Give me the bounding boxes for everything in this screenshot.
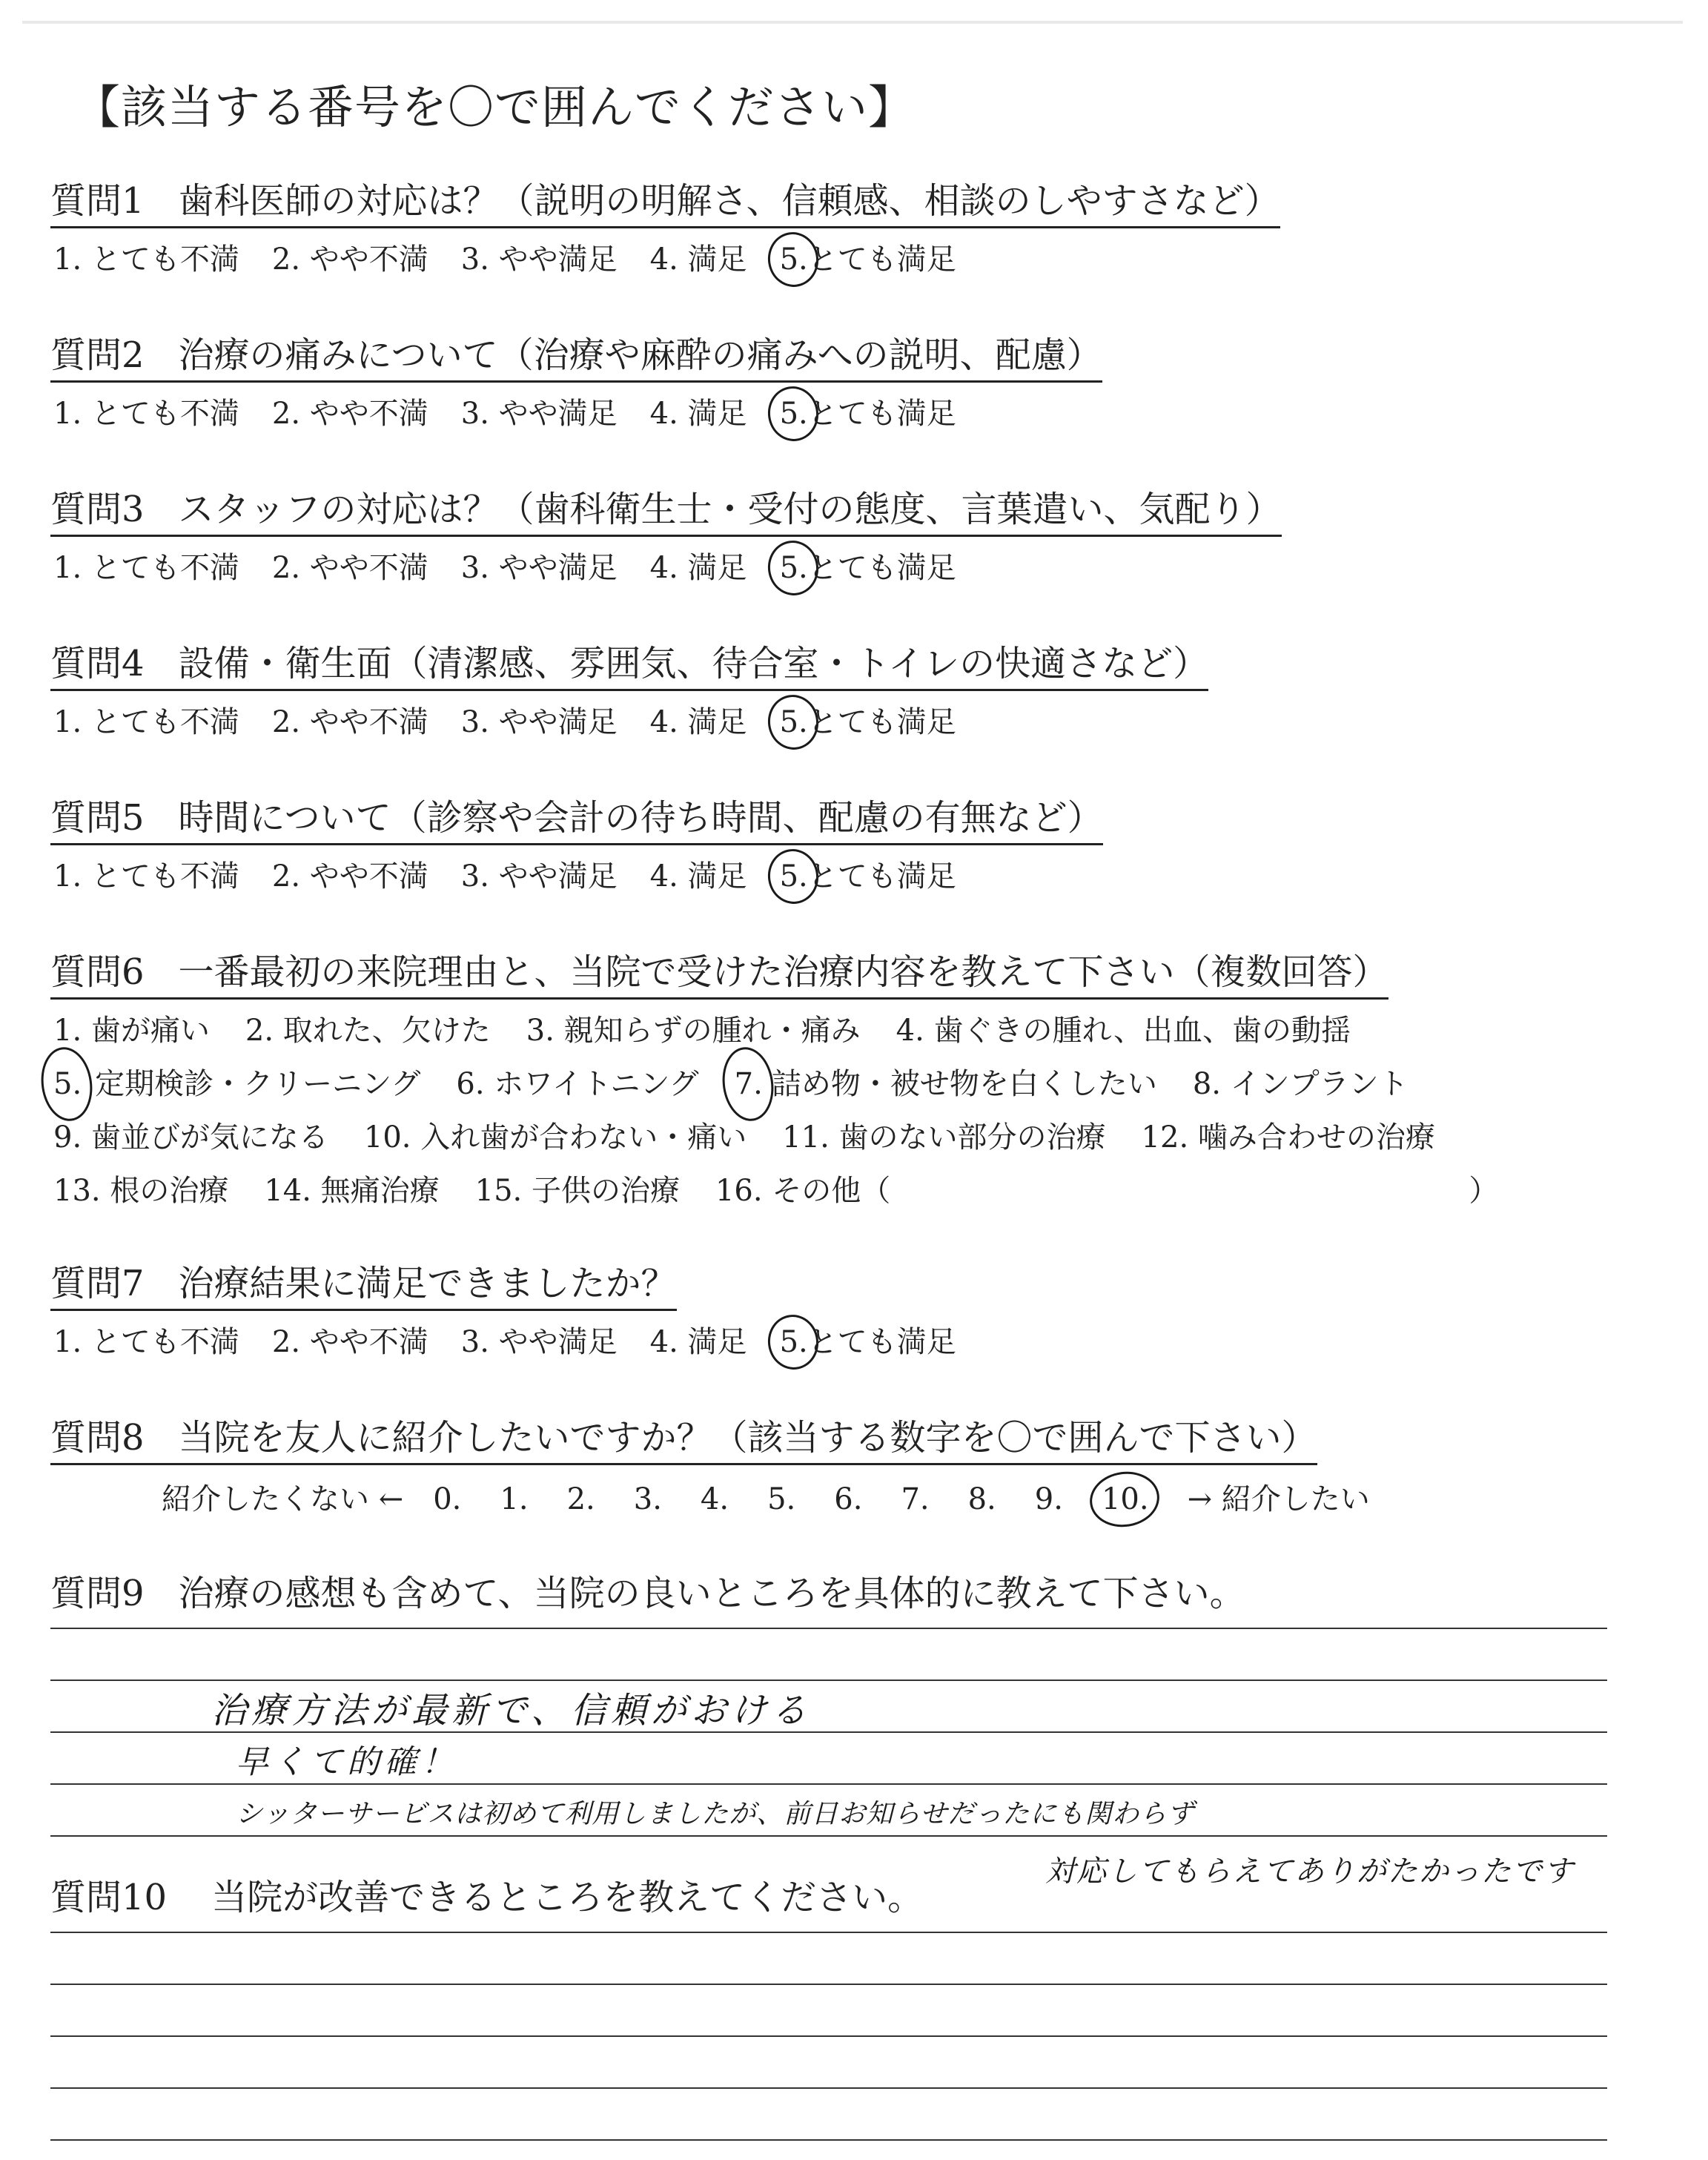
scale-right-label: → 紹介したい [1187,1482,1370,1516]
rating-options [50,390,1102,432]
question-number: 質問1 [50,180,145,222]
question-text: 治療の痛みについて（治療や麻酔の痛みへの説明、配慮） [178,334,1102,376]
question-number: 質問10 [50,1877,168,1918]
question-1 [50,172,1280,278]
reason-row-4 [50,1164,1498,1218]
scale-5[interactable]: 5. [767,1482,796,1516]
option-4[interactable]: 4. 満足 [649,705,747,739]
question-2 [50,326,1102,432]
scale-4[interactable]: 4. [700,1482,729,1516]
option-2[interactable]: 2. やや不満 [271,242,428,277]
scale-3[interactable]: 3. [633,1482,662,1516]
option-3[interactable]: 3. やや満足 [460,859,618,894]
answer-line [50,1628,1607,1629]
question-text: 歯科医師の対応は？（説明の明解さ、信頼感、相談のしやすさなど） [178,180,1280,222]
reason-option[interactable]: 4. 歯ぐきの腫れ、出血、歯の動揺 [896,1014,1351,1048]
option-1[interactable]: 1. とても不満 [53,551,239,585]
reason-option[interactable]: 15. 子供の治療 [474,1174,680,1208]
question-10 [50,1869,923,1923]
answer-line [50,1835,1607,1837]
reason-row-2 [50,1057,1498,1111]
question-9-title [50,1565,1245,1619]
option-4[interactable]: 4. 満足 [649,397,747,431]
reason-option[interactable]: 8. インプラント [1192,1067,1409,1101]
question-2-title [50,326,1102,383]
question-text: 治療結果に満足できましたか？ [178,1263,677,1304]
question-number: 質問5 [50,797,145,839]
option-5-label: とても満足 [807,397,956,431]
question-10-title [50,1869,923,1923]
answer-line [50,1984,1607,1985]
reason-options [50,1004,1498,1218]
answer-line [50,2087,1607,2089]
option-2[interactable]: 2. やや不満 [271,705,428,739]
option-1[interactable]: 1. とても不満 [53,1325,239,1359]
question-1-title [50,172,1280,228]
option-2[interactable]: 2. やや不満 [271,859,428,894]
question-number: 質問8 [50,1417,145,1459]
answer-line [50,1680,1607,1681]
reason-option-5-circled[interactable]: 5. [53,1057,82,1111]
option-3[interactable]: 3. やや満足 [460,705,618,739]
question-5-title [50,789,1103,845]
handwritten-answer-line-1: 治療方法が最新で、信頼がおける [211,1690,812,1731]
question-7-title [50,1255,677,1311]
option-1[interactable]: 1. とても不満 [53,859,239,894]
option-5-circled[interactable]: 5. [779,859,808,894]
answer-line [50,1783,1607,1785]
option-5-label: とても満足 [807,242,956,277]
handwritten-answer-line-3: シッターサービスは初めて利用しましたが、前日お知らせだったにも関わらず [236,1799,1195,1829]
question-text: 当院を友人に紹介したいですか？（該当する数字を〇で囲んで下さい） [178,1417,1317,1459]
rating-options [50,544,1282,587]
question-text: 設備・衛生面（清潔感、雰囲気、待合室・トイレの快適さなど） [178,643,1209,684]
option-4[interactable]: 4. 満足 [649,242,747,277]
option-5-circled[interactable]: 5. [779,551,808,585]
question-5 [50,789,1103,895]
option-3[interactable]: 3. やや満足 [460,1325,618,1359]
scan-top-edge [22,21,1683,24]
reason-option: 詰め物・被せ物を白くしたい [771,1067,1157,1101]
scale-8[interactable]: 8. [967,1482,996,1516]
question-7 [50,1255,989,1361]
reason-option[interactable]: 1. 歯が痛い [53,1014,210,1048]
reason-option[interactable]: 14. 無痛治療 [264,1174,440,1208]
question-number: 質問3 [50,489,145,530]
other-close-paren: ） [1469,1174,1499,1208]
recommend-scale [162,1476,1409,1518]
question-8 [50,1409,1409,1518]
reason-option[interactable]: 9. 歯並びが気になる [53,1120,328,1155]
question-6-title [50,943,1388,1000]
question-8-title [50,1409,1317,1465]
question-number: 質問6 [50,951,145,993]
question-text: スタッフの対応は？（歯科衛生士・受付の態度、言葉遣い、気配り） [178,489,1282,530]
question-text: 治療の感想も含めて、当院の良いところを具体的に教えて下さい。 [178,1573,1245,1614]
scale-9[interactable]: 9. [1034,1482,1063,1516]
reason-row-3 [50,1111,1498,1164]
reason-option[interactable]: 13. 根の治療 [53,1174,229,1208]
option-4[interactable]: 4. 満足 [649,1325,747,1359]
handwritten-answer-line-2: 早くて的確！ [236,1743,458,1781]
question-3 [50,480,1282,587]
question-6 [50,943,1498,1218]
option-5-circled[interactable]: 5. [779,242,808,277]
reason-option[interactable]: 3. 親知らずの腫れ・痛み [526,1014,861,1048]
question-text: 一番最初の来院理由と、当院で受けた治療内容を教えて下さい（複数回答） [178,951,1388,993]
question-number: 質問9 [50,1573,145,1614]
question-4 [50,635,1208,741]
question-number: 質問4 [50,643,145,684]
question-number: 質問2 [50,334,145,376]
rating-options [50,853,1103,895]
option-1[interactable]: 1. とても不満 [53,397,239,431]
option-2[interactable]: 2. やや不満 [271,551,428,585]
reason-option[interactable]: 10. 入れ歯が合わない・痛い [363,1120,747,1155]
option-5-circled[interactable]: 5. [779,397,808,431]
reason-option[interactable]: 2. 取れた、欠けた [245,1014,491,1048]
option-2[interactable]: 2. やや不満 [271,397,428,431]
reason-option[interactable]: 11. 歯のない部分の治療 [782,1120,1106,1155]
question-3-title [50,480,1282,537]
option-4[interactable]: 4. 満足 [649,859,747,894]
scale-2[interactable]: 2. [566,1482,595,1516]
rating-options [50,698,1208,741]
scale-6[interactable]: 6. [834,1482,863,1516]
scale-1[interactable]: 1. [500,1482,529,1516]
option-4[interactable]: 4. 満足 [649,551,747,585]
option-5-label: とても満足 [807,1325,956,1359]
scale-0[interactable]: 0. [433,1482,462,1516]
handwritten-answer-line-4: 対応してもらえてありがたかったです [1045,1855,1575,1889]
answer-line [50,2139,1607,2141]
rating-options [50,236,1280,278]
reason-option: 定期検診・クリーニング [95,1067,421,1101]
option-5-label: とても満足 [807,551,956,585]
question-number: 質問7 [50,1263,145,1304]
form-title: 【該当する番号を〇で囲んでください】 [74,80,916,134]
option-3[interactable]: 3. やや満足 [460,551,618,585]
question-text: 当院が改善できるところを教えてください。 [211,1877,924,1918]
option-5-label: とても満足 [807,859,956,894]
reason-option-other[interactable]: 16. その他（ [715,1174,891,1208]
option-5-label: とても満足 [807,705,956,739]
question-4-title [50,635,1208,691]
option-5-circled[interactable]: 5. [779,705,808,739]
option-3[interactable]: 3. やや満足 [460,397,618,431]
option-5-circled[interactable]: 5. [779,1325,808,1359]
scale-7[interactable]: 7. [901,1482,930,1516]
scale-left-label: 紹介したくない ← [162,1482,404,1516]
reason-option-7-circled[interactable]: 7. [735,1057,763,1111]
question-text: 時間について（診察や会計の待ち時間、配慮の有無など） [178,797,1103,839]
reason-option[interactable]: 6. ホワイトニング [456,1067,699,1101]
option-3[interactable]: 3. やや満足 [460,242,618,277]
option-2[interactable]: 2. やや不満 [271,1325,428,1359]
reason-option[interactable]: 12. 噛み合わせの治療 [1141,1120,1435,1155]
rating-options [50,1318,989,1361]
answer-line [50,1932,1607,1933]
scale-10-circled[interactable]: 10. [1101,1482,1149,1516]
answer-line [50,2035,1607,2037]
question-9 [50,1565,1245,1619]
option-1[interactable]: 1. とても不満 [53,705,239,739]
reason-row-1 [50,1004,1498,1057]
option-1[interactable]: 1. とても不満 [53,242,239,277]
